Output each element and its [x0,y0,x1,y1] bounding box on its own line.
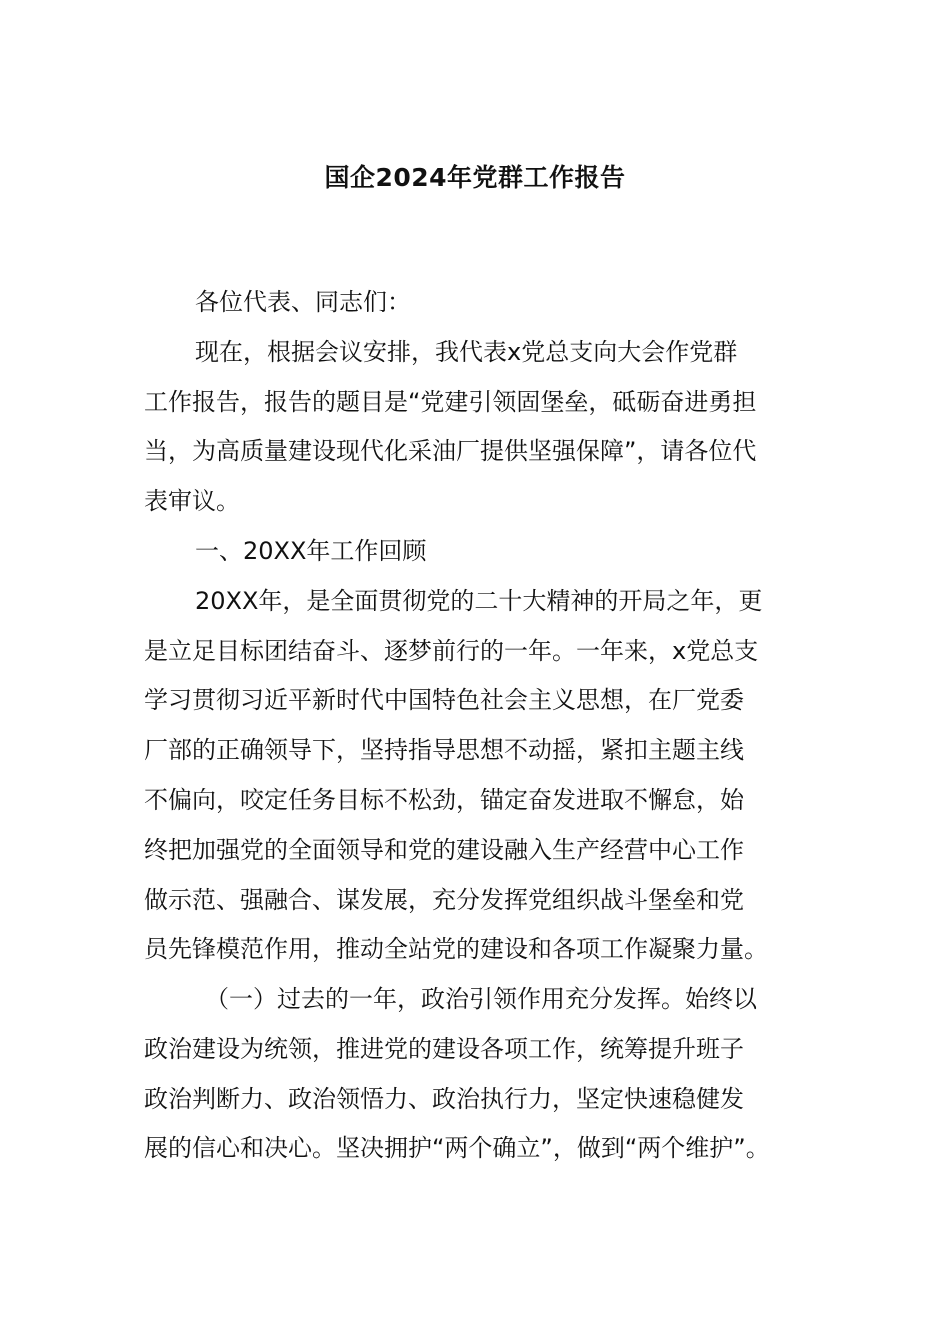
paragraph-line: 厂部的正确领导下，坚持指导思想不动摇，紧扣主题主线 [144,736,744,764]
salutation-line: 各位代表、同志们： [195,288,411,316]
paragraph-line: 工作报告，报告的题目是“党建引领固堡垒，砥砺奋进勇担 [144,388,757,416]
paragraph-line: 是立足目标团结奋斗、逐梦前行的一年。一年来，x党总支 [144,637,759,665]
document-title: 国企2024年党群工作报告 [324,163,626,192]
paragraph-line: 表审议。 [144,487,240,515]
paragraph-line: 员先锋模范作用，推动全站党的建设和各项工作凝聚力量。 [144,935,768,963]
subsection-line: （一）过去的一年，政治引领作用充分发挥。始终以 [205,985,757,1013]
paragraph-line: 终把加强党的全面领导和党的建设融入生产经营中心工作 [144,836,744,864]
paragraph-line: 政治建设为统领，推进党的建设各项工作，统筹提升班子 [144,1035,744,1063]
paragraph-line: 展的信心和决心。坚决拥护“两个确立”，做到“两个维护”。 [144,1134,770,1162]
paragraph-line: 20XX年，是全面贯彻党的二十大精神的开局之年，更 [195,587,763,615]
section-heading: 一、20XX年工作回顾 [195,537,427,565]
paragraph-line: 学习贯彻习近平新时代中国特色社会主义思想，在厂党委 [144,686,744,714]
paragraph-line: 政治判断力、政治领悟力、政治执行力，坚定快速稳健发 [144,1085,744,1113]
paragraph-line: 现在，根据会议安排，我代表x党总支向大会作党群 [195,338,738,366]
paragraph-line: 做示范、强融合、谋发展，充分发挥党组织战斗堡垒和党 [144,886,744,914]
paragraph-line: 不偏向，咬定任务目标不松劲，锚定奋发进取不懈怠，始 [144,786,744,814]
paragraph-line: 当，为高质量建设现代化采油厂提供坚强保障”，请各位代 [144,437,757,465]
